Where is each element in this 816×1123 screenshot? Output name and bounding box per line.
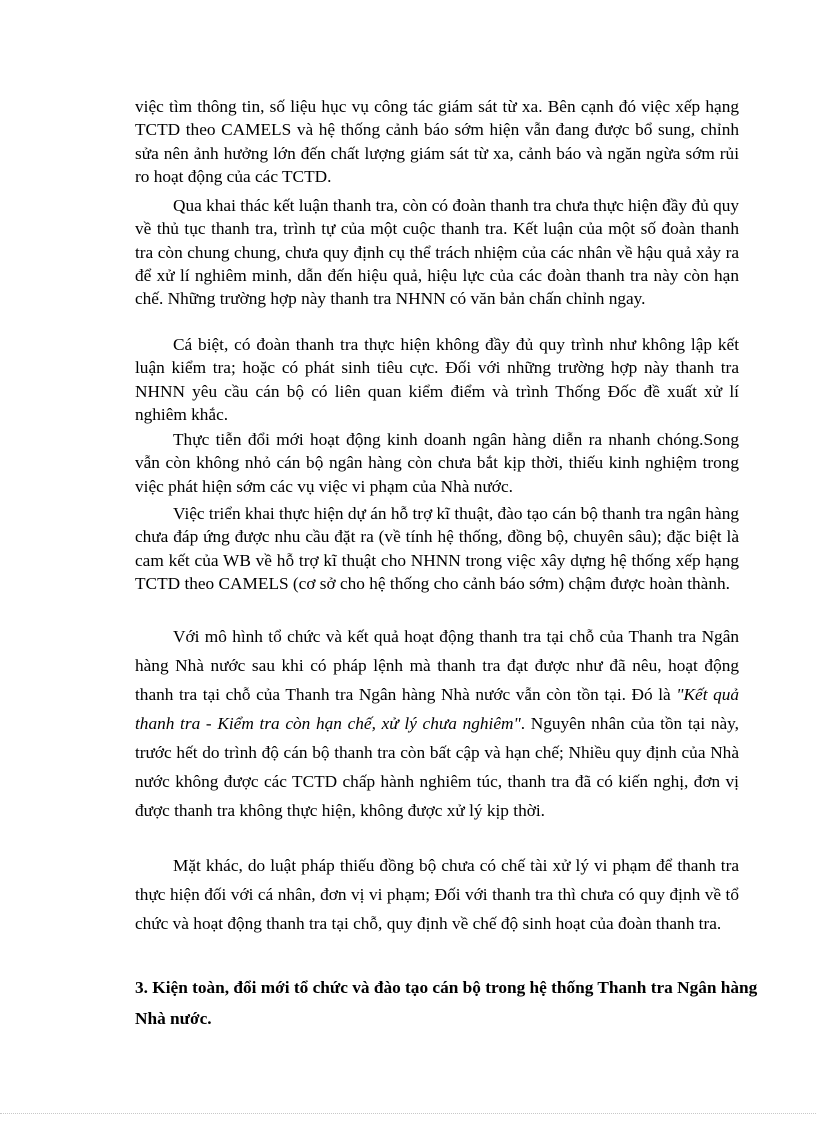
- paragraph-7: Mặt khác, do luật pháp thiếu đồng bộ chưa có chế tài xử lý vi phạm để thanh tra thực hiện đối với cá nhân, đơn vị vi phạm; Đối với thanh tra thì chưa có quy định về tổ chức và hoạt động thanh tra tại chỗ, quy định về chế độ sinh hoạt của đoàn thanh tra.: [135, 856, 739, 933]
- paragraph-6-text-after: . Nguyên nhân của tồn tại này, trước hết do trình độ cán bộ thanh tra còn bất cập và hạn chế; Nhiều quy định của Nhà nước không được các TCTD chấp hành nghiêm túc, thanh tra đã có kiến nghị, đơn vị được thanh tra không thực hiện, không được xử lý kịp thời.: [135, 714, 739, 820]
- paragraph-6-quote: "Kết quả thanh tra - Kiểm tra còn hạn chế, xử lý chưa nghiêm": [135, 685, 740, 733]
- paragraph-2: Qua khai thác kết luận thanh tra, còn có đoàn thanh tra chưa thực hiện đầy đủ quy về thủ tục thanh tra, trình tự của một cuộc thanh tra. Kết luận của một số đoàn thanh tra còn chung chung, chưa quy định cụ thể trách nhiệm của các nhân về hậu quả xảy ra để xử lí nghiêm minh, dẫn đến hiệu quả, hiệu lực của các đoàn thanh tra này còn hạn chế. Những trường hợp này thanh tra NHNN có văn bản chấn chỉnh ngay.: [135, 196, 739, 309]
- section-heading: 3. Kiện toàn, đổi mới tổ chức và đào tạo cán bộ trong hệ thống Thanh tra Ngân hàng Nhà nước.: [135, 978, 758, 1028]
- page-bottom-divider: [0, 1113, 816, 1115]
- paragraph-3: Cá biệt, có đoàn thanh tra thực hiện không đầy đủ quy trình như không lập kết luận kiểm tra; hoặc có phát sinh tiêu cực. Đối với những trường hợp này thanh tra NHNN yêu cầu cán bộ có liên quan kiểm điểm và trình Thống Đốc đề xuất xử lí nghiêm khắc.: [135, 335, 739, 424]
- paragraph-5: Việc triển khai thực hiện dự án hỗ trợ kĩ thuật, đào tạo cán bộ thanh tra ngân hàng chưa đáp ứng được nhu cầu đặt ra (về tính hệ thống, đồng bộ, chuyên sâu); đặc biệt là cam kết của WB về hỗ trợ kĩ thuật cho NHNN trong việc xây dựng hệ thống xếp hạng TCTD theo CAMELS (cơ sở cho hệ thống cho cảnh báo sớm) chậm được hoàn thành.: [135, 504, 739, 593]
- paragraph-4: Thực tiễn đổi mới hoạt động kinh doanh ngân hàng diễn ra nhanh chóng.Song vẫn còn không nhỏ cán bộ ngân hàng còn chưa bắt kịp thời, thiếu kinh nghiệm trong việc phát hiện sớm các vụ việc vi phạm của Nhà nước.: [135, 430, 739, 496]
- paragraph-6-text-before: Với mô hình tổ chức và kết quả hoạt động thanh tra tại chỗ của Thanh tra Ngân hàng Nhà nước sau khi có pháp lệnh mà thanh tra đạt được như đã nêu, hoạt động thanh tra tại chỗ của Thanh tra Ngân hàng Nhà nước vẫn còn tồn tại. Đó là: [135, 627, 739, 704]
- paragraph-1: việc tìm thông tin, số liệu hục vụ công tác giám sát từ xa. Bên cạnh đó việc xếp hạng TCTD theo CAMELS và hệ thống cảnh báo sớm hiện vẫn đang được bổ sung, chỉnh sửa nên ảnh hưởng lớn đến chất lượng giám sát từ xa, cảnh báo và ngăn ngừa sớm rủi ro hoạt động của các TCTD.: [135, 97, 739, 186]
- paragraph-6: [135, 622, 739, 825]
